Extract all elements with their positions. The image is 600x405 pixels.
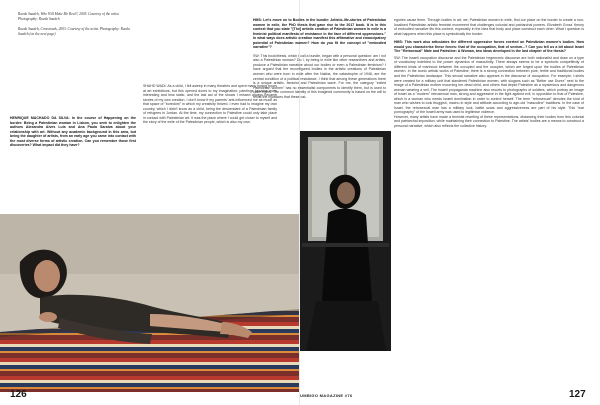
interview-column-3 <box>253 18 386 99</box>
interview-question-3: HMS: This work also articulates the different oppressive forces exerted on Palestinian women's bodies. How would you characterise these forces: that of the occupation, that of sexism...? Can you tell us a bit about Israel The "Retroexual" Male and Palestine: A Woman, two ideas developed in the last chapter of the thesis? <box>394 40 584 54</box>
magazine-masthead: UMBIGO MAGAZINE #76 <box>300 393 353 398</box>
interview-column-right <box>394 18 584 129</box>
interview-question-2: HMS: Let's move on to Bodies in the bundle: Artistic-life-stories of Palestinian women in exile, the PhD thesis that gave rise to the 2017 book. It is in this context that you state "[The] artistic creation of Palestinian women in exile is a feminist political manifesto of resistance in the face of different oppressions." In what ways does artistic creation manifest this affirmative and emancipatory potential of Palestinian women? How do you fit the concept of "embodied narrative"? <box>253 18 386 50</box>
interview-answer-3: SW: The Israeli occupation discourse and the Palestinian hegemonic discourse are both nationalist and draw on a type of vocabulary indebted to the power dynamics of masculinity. There always seems to be a symbolic competitivity of different kinds of manhood between the occupied and the occupier, which are forged upon the bodies of Palestinian women. In the iconic artistic works of Palestine, there is a strong connection between pure, fertile and traditional bodies and the Palestinian landscape. This sexual narrative also appears in the discourse of occupation. For example, t-shirts were created for a military unit that slandered Palestinian women, with slogans such as "Better use Durex" next to the image of a Palestinian mother mourning her dead child, and others that depict Palestine as a mysterious and dangerous woman wearing a veil. The Israeli propaganda machine also resorts to photographs of soldiers, which portray an image of Israel as a "modern" retrosexual man, strong and aggressive in the fight against evil, in opposition to that of Palestine, which is a woman who needs Israeli domination in order to control herself. The term "retrosexual" denotes the kind of man who wishes to look thuggish, macho in style and attitude according to age-old "masculine" traditions. In the case of Israel, the retrosexual man has a military look, battle scars and aggressiveness are part of his style. This "war pornography" of the Israeli army was used to legitimise violence. <box>394 55 584 115</box>
page-number-right: 127 <box>569 389 586 400</box>
interview-answer-1: SHAHD WADI: As a child, I fell asleep in many theatres and spent many boring hours at art exhibitions, but this opened doors to my imagination: paintings became more interesting and less static, and the last act of the shows I missed always became stories of my own creation. I don't know if my parents' arts influenced me as much as that space of "boredom" in which my creativity thrived. I even had to imagine my own country, which I didn't know as a child, being the descendant of a Palestinian family of refugees in Jordan. At the time, my connection to Palestine could only take place in contact with Palestinian art. It was the place where I could get closer to myself and the story of the exile of the Palestinian people, which is also my own. <box>143 84 277 125</box>
artwork-illustration <box>0 214 300 392</box>
artwork-photo-woman-on-rug <box>0 214 300 392</box>
photo-caption-top: Raeda Saadeh, Who Will Make Me Real?, 2005. Courtesy of the artist. Photography: Raeda Saadeh <box>18 12 120 21</box>
interview-answer-2: SW: This book/thesis, which I call a bundle, began with a personal question: am I not also a Palestinian woman? Do I, by being in exile like other researchers and artists, produce a Palestinian narrative about our bodies or even a Palestinian feminism? I have argued that the reconfigured bodies in the artistic creations of Palestinian women who were born in exile after the Nakba, the catastrophe of 1948, are the central condition of a political resistance. I think that among these generations there is a unique artistic, feminist and Palestinian wave. For me, the category "exiled Palestinian women" has no essentialist components to identify them, but is used to claim rights. The common identity of this imagined community is based on the will to resist the injustices that these cat- <box>253 53 386 99</box>
interview-question-1: HENRIQUE MACHADO DA SILVA: In the course of Happening on the border: Being a Palestinian woman in Lisbon, you seek to enlighten the authors Alexandra Alves Luís and Ana Paula Saraiva about your relationship with art. Without any academic background in this area, but being the daughter of artists, from an early age you came into contact with the most diverse forms of artistic creation. Can you remember those first discoveries? What impact did they have? <box>10 116 136 148</box>
artwork-photo-woman-in-window <box>300 131 391 351</box>
photo-caption-next-page: Raeda Saadeh, Crossroads, 2003. Courtesy of the artist. Photography: Raeda Saadeh (on the next page) <box>18 27 130 36</box>
page-number-left: 126 <box>10 389 27 400</box>
interview-answer-2-continued: egories cause them. Through bodies in art, we, Palestinian women in exile, find our place on the border to create a non-localised Palestinian artistic feminist movement that challenges colonial and patriarchal powers. Elizabeth Grosz' theory of embodied narrative fits this context, especially in the idea that body and place construct each other. What I question is what happens when this place is symbolically the border. <box>394 18 584 36</box>
artwork-illustration-dark <box>300 131 391 351</box>
interview-answer-3-end: However, many artists have made a feminist rewriting of these representations, distancing their bodies from this colonial and patriarchal imposition, while maintaining their connection to Palestine. The artists' bodies are a means to construct a personal narrative, which also reflects the collective history. <box>394 114 584 129</box>
